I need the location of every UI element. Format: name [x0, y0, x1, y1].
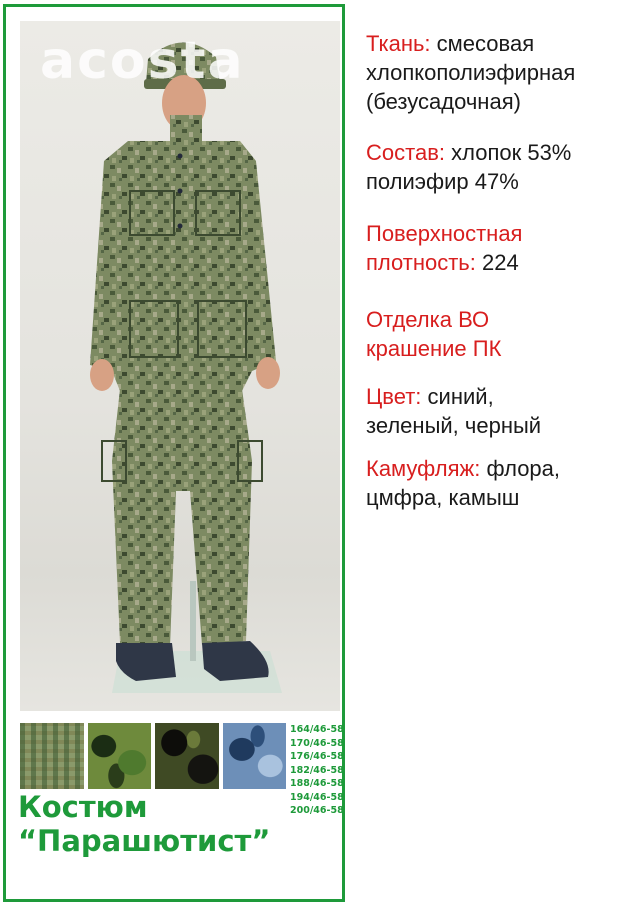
spec-color — [366, 382, 541, 440]
spec-camo-value-2: цмфра, камыш — [366, 485, 520, 510]
watermark: acosta — [40, 31, 245, 91]
size-item: 188/46-58 — [290, 778, 344, 789]
spec-composition-value-2: полиэфир 47% — [366, 169, 519, 194]
spec-fabric-label: Ткань: — [366, 31, 431, 56]
spec-camouflage — [366, 454, 560, 512]
spec-camo-label: Камуфляж: — [366, 456, 481, 481]
spec-finish — [366, 305, 501, 363]
product-photo — [20, 21, 340, 711]
size-item: 182/46-58 — [290, 764, 344, 776]
spec-density-value: 224 — [482, 250, 519, 275]
camo-swatch-green — [88, 723, 152, 789]
product-title — [18, 790, 270, 858]
size-item: 200/46-58 — [290, 805, 344, 816]
spec-color-value: синий, — [427, 384, 494, 409]
spec-camo-value: флора, — [486, 456, 561, 481]
product-title-line2: “Парашютист” — [18, 824, 271, 858]
spec-fabric-value-3: (безусадочная) — [366, 89, 521, 114]
spec-density-label-2: плотность: — [366, 250, 476, 275]
spec-finish-line2: крашение ПК — [366, 336, 502, 361]
spec-fabric-value-2: хлопкополиэфирная — [366, 60, 576, 85]
spec-composition-value: хлопок 53% — [451, 140, 572, 165]
spec-density-label: Поверхностная — [366, 221, 523, 246]
camo-swatch-blue — [223, 723, 287, 789]
camo-swatch-dark — [155, 723, 219, 789]
camouflage-swatches — [20, 723, 286, 789]
spec-fabric — [366, 29, 575, 116]
camo-swatch-flora — [20, 723, 84, 789]
spec-composition — [366, 138, 571, 196]
mannequin-illustration — [20, 21, 340, 711]
size-item: 170/46-58 — [290, 737, 344, 749]
spec-color-label: Цвет: — [366, 384, 422, 409]
product-card — [3, 4, 345, 902]
size-list — [290, 723, 346, 818]
size-item: 194/46-58 — [290, 791, 344, 803]
product-title-line1: Костюм — [18, 790, 148, 824]
size-item: 164/46-58 — [290, 724, 344, 735]
size-item: 176/46-58 — [290, 751, 344, 762]
spec-fabric-value: смесовая — [436, 31, 535, 56]
spec-density — [366, 219, 522, 277]
spec-color-value-2: зеленый, черный — [366, 413, 542, 438]
spec-finish-line1: Отделка ВО — [366, 307, 490, 332]
spec-composition-label: Состав: — [366, 140, 445, 165]
